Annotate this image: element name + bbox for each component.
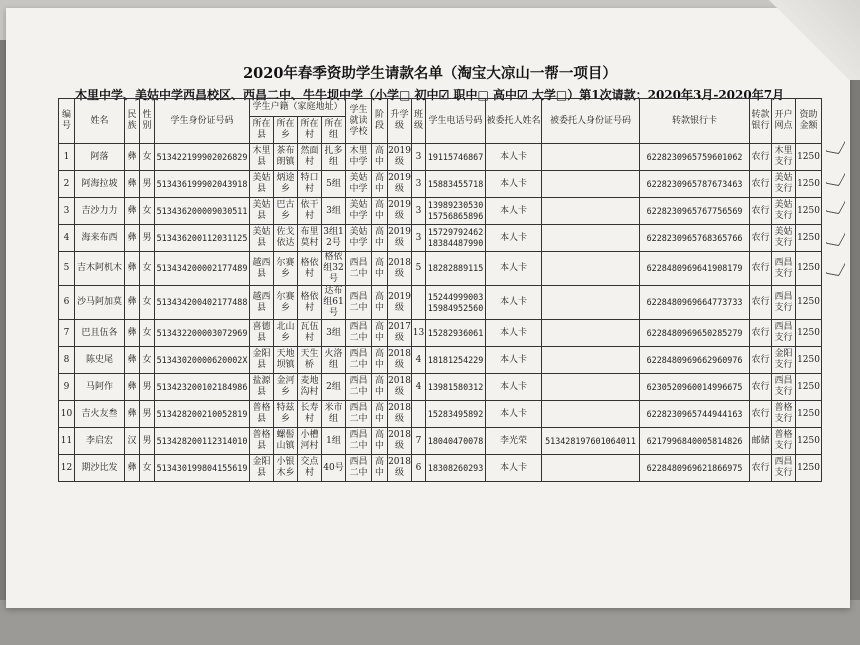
cell-id: 513436200009030511 [155, 198, 250, 225]
cell-amount: 1250 [796, 401, 822, 428]
cell-grade: 2018级 [388, 455, 412, 482]
table-row [59, 252, 822, 286]
cell-class: 4 [412, 347, 426, 374]
cell-school: 西昌二中 [346, 455, 372, 482]
table-row [59, 347, 822, 374]
cell-group: 1组 [322, 428, 346, 455]
cell-county: 喜德县 [250, 320, 274, 347]
table-row [59, 374, 822, 401]
cell-card: 6228230965787673463 [640, 171, 750, 198]
header-card: 转款银行卡 [640, 99, 750, 144]
table-row [59, 144, 822, 171]
cell-stage: 高中 [372, 286, 388, 320]
cell-agent: 本人卡 [486, 171, 542, 198]
cell-branch: 西昌支行 [772, 374, 796, 401]
cell-township: 金河乡 [274, 374, 298, 401]
cell-ethnicity: 彝 [125, 171, 140, 198]
cell-county: 木里县 [250, 144, 274, 171]
cell-name: 海来布西 [75, 225, 125, 252]
cell-id: 513422199902026829 [155, 144, 250, 171]
cell-card: 6228230965744944163 [640, 401, 750, 428]
cell-agent: 本人卡 [486, 347, 542, 374]
header-township: 所在乡 [274, 117, 298, 144]
cell-card: 6217996840005814826 [640, 428, 750, 455]
cell-school: 美姑中学 [346, 225, 372, 252]
cell-name: 陈史尾 [75, 347, 125, 374]
cell-township: 佐戈依达 [274, 225, 298, 252]
cell-class: 3 [412, 144, 426, 171]
cell-county: 美姑县 [250, 225, 274, 252]
cell-agent: 本人卡 [486, 320, 542, 347]
cell-group: 格依组32号 [323, 252, 344, 284]
cell-branch: 西昌支行 [772, 320, 796, 347]
header-stage: 阶段 [372, 99, 388, 144]
cell-branch: 美姑支行 [772, 198, 796, 225]
cell-phone: 13989230530 15756865896 [426, 198, 486, 225]
cell-class [412, 286, 426, 320]
cell-amount: 1250 [796, 374, 822, 401]
cell-township: 巴古乡 [274, 198, 298, 225]
cell-group: 火洛组 [322, 347, 346, 374]
cell-phone: 15282936061 [426, 320, 486, 347]
cell-grade: 2019级 [388, 171, 412, 198]
header-no: 编号 [59, 99, 75, 144]
cell-agent-id [542, 144, 640, 171]
cell-township: 天地坝镇 [274, 347, 298, 374]
header-id: 学生身份证号码 [155, 99, 250, 144]
cell-phone: 18282889115 [426, 252, 486, 286]
cell-id: 51343020000620002X [155, 347, 250, 374]
cell-no: 8 [59, 347, 75, 374]
cell-grade: 2019级 [388, 225, 412, 252]
cell-stage: 高中 [372, 455, 388, 482]
cell-branch: 木里支行 [772, 144, 796, 171]
cell-name: 吉木阿机木 [75, 252, 125, 286]
cell-amount: 1250 [796, 347, 822, 374]
cell-no: 7 [59, 320, 75, 347]
cell-ethnicity: 彝 [125, 401, 140, 428]
table-row [59, 171, 822, 198]
cell-bank: 农行 [750, 320, 772, 347]
cell-grade: 2018级 [388, 252, 412, 286]
cell-village: 长寿村 [298, 401, 322, 428]
cell-bank: 农行 [750, 252, 772, 286]
cell-stage: 高中 [372, 320, 388, 347]
cell-township: 北山乡 [274, 320, 298, 347]
table-row [59, 225, 822, 252]
cell-township: 特兹乡 [274, 401, 298, 428]
cell-bank: 农行 [750, 401, 772, 428]
cell-village: 麦地沟村 [298, 374, 322, 401]
cell-school: 西昌二中 [346, 320, 372, 347]
table-row [59, 401, 822, 428]
cell-village: 布里莫村 [298, 225, 322, 252]
cell-id: 513432200003072969 [155, 320, 250, 347]
cell-class: 6 [412, 455, 426, 482]
cell-county: 金阳县 [250, 347, 274, 374]
cell-agent: 本人卡 [486, 198, 542, 225]
cell-no: 1 [59, 144, 75, 171]
cell-group: 3组 [322, 198, 346, 225]
cell-no: 4 [59, 225, 75, 252]
cell-agent-id: 513428197601064011 [542, 428, 640, 455]
table-body [59, 144, 822, 482]
cell-class: 3 [412, 198, 426, 225]
cell-gender: 女 [140, 144, 155, 171]
cell-village: 小槽河村 [298, 428, 322, 455]
cell-agent: 本人卡 [486, 225, 542, 252]
cell-card: 6228230965767756569 [640, 198, 750, 225]
cell-card: 6228480969662960976 [640, 347, 750, 374]
cell-ethnicity: 彝 [125, 286, 140, 320]
cell-school: 美姑中学 [346, 198, 372, 225]
cell-village: 瓦伍村 [298, 320, 322, 347]
cell-township: 螺髻山镇 [274, 428, 298, 455]
cell-branch: 西昌支行 [772, 286, 796, 320]
cell-name: 沙马阿加莫 [75, 286, 125, 320]
cell-branch: 普格支行 [772, 401, 796, 428]
cell-agent: 本人卡 [486, 286, 542, 320]
cell-township: 茶布朗镇 [274, 144, 298, 171]
cell-id: 513434200402177488 [155, 286, 250, 320]
cell-no: 9 [59, 374, 75, 401]
cell-ethnicity: 彝 [125, 198, 140, 225]
cell-grade: 2019级 [388, 198, 412, 225]
cell-class: 3 [412, 225, 426, 252]
cell-agent-id [542, 401, 640, 428]
document-title: 2020年春季资助学生请款名单（淘宝大凉山一帮一项目） [243, 65, 617, 82]
cell-card: 6228480969621866975 [640, 455, 750, 482]
cell-grade: 2018级 [388, 401, 412, 428]
cell-village: 交点村 [298, 455, 322, 482]
cell-school: 西昌二中 [346, 252, 372, 286]
cell-gender: 女 [140, 252, 155, 286]
cell-township: 尔赛乡 [274, 252, 298, 286]
cell-group: 达布组61号 [323, 286, 344, 318]
cell-gender: 男 [140, 171, 155, 198]
cell-card: 6228230965768365766 [640, 225, 750, 252]
cell-phone: 15729792462 18384487990 [426, 225, 486, 252]
cell-phone: 15283495892 [426, 401, 486, 428]
cell-grade: 2017级 [388, 320, 412, 347]
header-phone: 学生电话号码 [426, 99, 486, 144]
cell-gender: 男 [140, 401, 155, 428]
header-name: 姓名 [75, 99, 125, 144]
cell-agent-id [542, 347, 640, 374]
cell-amount: 1250 [796, 455, 822, 482]
cell-amount: 1250 [796, 428, 822, 455]
cell-phone: 18308260293 [426, 455, 486, 482]
cell-stage: 高中 [372, 374, 388, 401]
cell-ethnicity: 彝 [125, 455, 140, 482]
cell-id: 513434200002177489 [155, 252, 250, 286]
cell-no: 12 [59, 455, 75, 482]
cell-school: 西昌二中 [346, 374, 372, 401]
cell-amount: 1250 [796, 252, 822, 286]
cell-no: 6 [59, 286, 75, 320]
cell-agent: 本人卡 [486, 144, 542, 171]
header-class: 班级 [412, 99, 426, 144]
header-amount: 资助金额 [796, 99, 822, 144]
cell-gender: 女 [140, 455, 155, 482]
cell-no: 11 [59, 428, 75, 455]
cell-gender: 男 [140, 374, 155, 401]
header-branch: 开户网点 [772, 99, 796, 144]
cell-class [412, 401, 426, 428]
cell-amount: 1250 [796, 286, 822, 320]
cell-grade: 2018级 [388, 374, 412, 401]
cell-bank: 农行 [750, 455, 772, 482]
cell-amount: 1250 [796, 198, 822, 225]
cell-township: 小银木乡 [274, 455, 298, 482]
cell-agent: 本人卡 [486, 252, 542, 286]
table-row [59, 455, 822, 482]
cell-village: 格依村 [298, 286, 322, 320]
cell-bank: 农行 [750, 144, 772, 171]
cell-gender: 男 [140, 428, 155, 455]
document-subtitle: 木里中学、美姑中学西昌校区、西昌二中、牛牛坝中学（小学□ 初中☑ 职中□ 高中☑ 大学□）第1次请款：2020年3月-2020年7月 [75, 88, 785, 102]
cell-ethnicity: 彝 [125, 374, 140, 401]
cell-id: 513436200112031125 [155, 225, 250, 252]
cell-bank: 农行 [750, 347, 772, 374]
cell-name: 巴且伍各 [75, 320, 125, 347]
cell-gender: 女 [140, 320, 155, 347]
cell-county: 越西县 [250, 252, 274, 286]
cell-group: 40号 [322, 455, 346, 482]
cell-branch: 西昌支行 [772, 252, 796, 286]
cell-stage: 高中 [372, 401, 388, 428]
cell-agent-id [542, 171, 640, 198]
students-table [58, 98, 822, 482]
cell-ethnicity: 汉 [125, 428, 140, 455]
cell-gender: 女 [140, 347, 155, 374]
table-row [59, 286, 822, 320]
cell-school: 西昌二中 [346, 428, 372, 455]
cell-village: 特口村 [298, 171, 322, 198]
cell-agent-id [542, 225, 640, 252]
cell-phone: 15244999003 15984952560 [426, 286, 486, 320]
cell-county: 盐源县 [250, 374, 274, 401]
cell-school: 木里中学 [346, 144, 372, 171]
cell-group: 2组 [322, 374, 346, 401]
cell-phone: 19115746867 [426, 144, 486, 171]
cell-county: 越西县 [250, 286, 274, 320]
cell-amount: 1250 [796, 171, 822, 198]
cell-amount: 1250 [796, 225, 822, 252]
cell-ethnicity: 彝 [125, 144, 140, 171]
cell-branch: 美姑支行 [772, 171, 796, 198]
cell-branch: 普格支行 [772, 428, 796, 455]
cell-id: 513428200112314010 [155, 428, 250, 455]
cell-grade: 2019级 [388, 144, 412, 171]
cell-name: 吉沙力力 [75, 198, 125, 225]
cell-name: 马阿作 [75, 374, 125, 401]
cell-name: 李启宏 [75, 428, 125, 455]
cell-card: 6228480969650285279 [640, 320, 750, 347]
cell-county: 美姑县 [250, 171, 274, 198]
table-row [59, 198, 822, 225]
cell-no: 5 [59, 252, 75, 286]
cell-ethnicity: 彝 [125, 320, 140, 347]
cell-township: 尔赛乡 [274, 286, 298, 320]
header-school: 学生就读学校 [346, 99, 372, 144]
cell-gender: 女 [140, 286, 155, 320]
cell-agent: 本人卡 [486, 401, 542, 428]
cell-stage: 高中 [372, 347, 388, 374]
cell-name: 期沙比发 [75, 455, 125, 482]
cell-phone: 13981580312 [426, 374, 486, 401]
header-ethnicity: 民族 [125, 99, 140, 144]
table-row [59, 428, 822, 455]
cell-bank: 农行 [750, 198, 772, 225]
cell-id: 513423200102184986 [155, 374, 250, 401]
cell-class: 13 [412, 320, 426, 347]
cell-bank: 邮储 [750, 428, 772, 455]
cell-village: 依干村 [298, 198, 322, 225]
cell-group: 米市组 [322, 401, 346, 428]
cell-village: 天生桥 [298, 347, 322, 374]
cell-agent-id [542, 320, 640, 347]
cell-village: 然面村 [298, 144, 322, 171]
cell-branch: 美姑支行 [772, 225, 796, 252]
cell-agent-id [542, 286, 640, 320]
cell-card: 6228480969641908179 [640, 252, 750, 286]
cell-county: 普格县 [250, 401, 274, 428]
cell-agent-id [542, 252, 640, 286]
cell-bank: 农行 [750, 286, 772, 320]
cell-agent: 李光荣 [486, 428, 542, 455]
cell-township: 炳途乡 [274, 171, 298, 198]
cell-school: 美姑中学 [346, 171, 372, 198]
cell-card: 6228480969664773733 [640, 286, 750, 320]
header-agent-id: 被委托人身份证号码 [542, 99, 640, 144]
cell-class: 4 [412, 374, 426, 401]
cell-ethnicity: 彝 [125, 225, 140, 252]
cell-amount: 1250 [796, 144, 822, 171]
cell-stage: 高中 [372, 144, 388, 171]
cell-no: 3 [59, 198, 75, 225]
cell-gender: 女 [140, 198, 155, 225]
cell-id: 513428200210052819 [155, 401, 250, 428]
cell-group: 扎多组 [322, 144, 346, 171]
cell-ethnicity: 彝 [125, 347, 140, 374]
cell-class: 5 [412, 252, 426, 286]
header-gender: 性别 [140, 99, 155, 144]
cell-phone: 15883455718 [426, 171, 486, 198]
header-group: 所在组 [322, 117, 346, 144]
header-hukou: 学生户籍（家庭地址） [250, 99, 346, 117]
cell-county: 美姑县 [250, 198, 274, 225]
cell-stage: 高中 [372, 225, 388, 252]
cell-group: 3组12号 [322, 225, 346, 252]
cell-agent: 本人卡 [486, 374, 542, 401]
cell-group: 5组 [322, 171, 346, 198]
cell-village: 格依村 [298, 252, 322, 286]
cell-bank: 农行 [750, 374, 772, 401]
cell-id: 513436199902043918 [155, 171, 250, 198]
header-village: 所在村 [298, 117, 322, 144]
cell-stage: 高中 [372, 252, 388, 286]
cell-agent-id [542, 455, 640, 482]
cell-no: 2 [59, 171, 75, 198]
cell-name: 吉火友叁 [75, 401, 125, 428]
cell-card: 6230520960014996675 [640, 374, 750, 401]
cell-amount: 1250 [796, 320, 822, 347]
cell-agent-id [542, 198, 640, 225]
cell-stage: 高中 [372, 428, 388, 455]
table-row [59, 320, 822, 347]
cell-ethnicity: 彝 [125, 252, 140, 286]
cell-branch: 金阳支行 [772, 347, 796, 374]
cell-grade: 2019级 [388, 286, 412, 320]
cell-county: 普格县 [250, 428, 274, 455]
cell-bank: 农行 [750, 171, 772, 198]
cell-no: 10 [59, 401, 75, 428]
cell-branch: 西昌支行 [772, 455, 796, 482]
cell-group: 3组 [322, 320, 346, 347]
cell-gender: 男 [140, 225, 155, 252]
cell-county: 金阳县 [250, 455, 274, 482]
cell-phone: 18181254229 [426, 347, 486, 374]
cell-id: 513430199804155619 [155, 455, 250, 482]
header-bank: 转款银行 [750, 99, 772, 144]
header-county: 所在县 [250, 117, 274, 144]
cell-stage: 高中 [372, 171, 388, 198]
cell-school: 西昌二中 [346, 401, 372, 428]
cell-name: 阿海拉坡 [75, 171, 125, 198]
cell-school: 西昌二中 [346, 347, 372, 374]
cell-class: 7 [412, 428, 426, 455]
cell-agent-id [542, 374, 640, 401]
cell-phone: 18040470078 [426, 428, 486, 455]
cell-grade: 2018级 [388, 347, 412, 374]
cell-bank: 农行 [750, 225, 772, 252]
cell-grade: 2018级 [388, 428, 412, 455]
cell-stage: 高中 [372, 198, 388, 225]
header-agent: 被委托人姓名 [486, 99, 542, 144]
header-grade: 升学级 [388, 99, 412, 144]
cell-class: 3 [412, 171, 426, 198]
cell-name: 阿落 [75, 144, 125, 171]
cell-school: 西昌二中 [346, 286, 372, 320]
cell-card: 6228230965759601062 [640, 144, 750, 171]
cell-agent: 本人卡 [486, 455, 542, 482]
